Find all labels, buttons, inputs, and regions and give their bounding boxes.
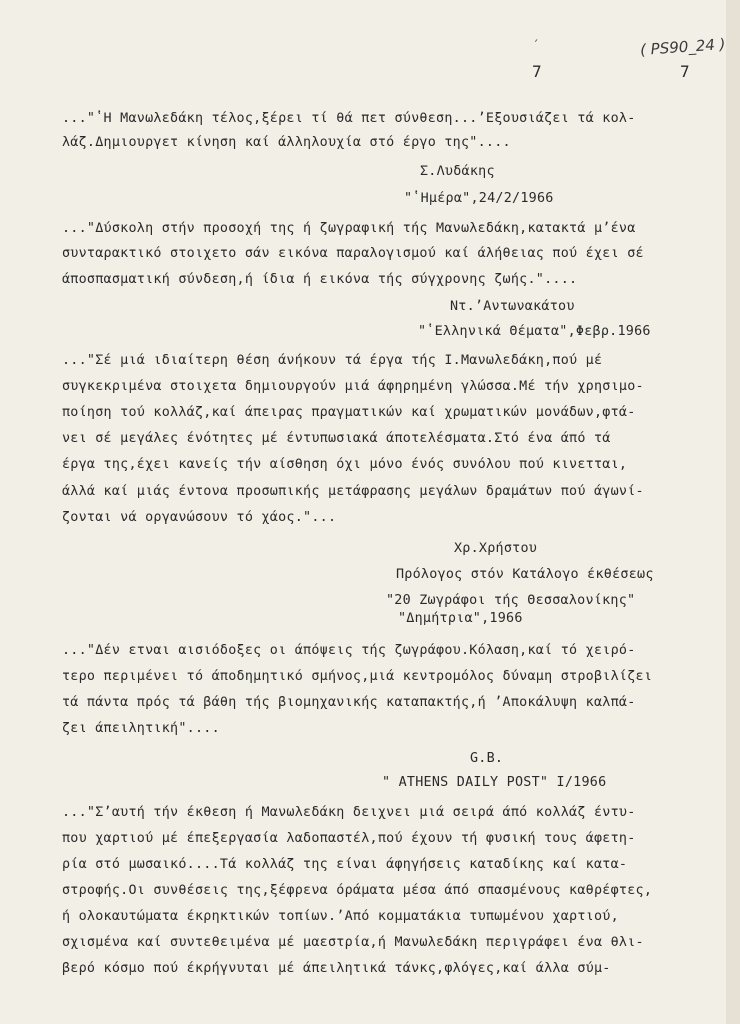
page-number-typed: 7	[532, 62, 542, 81]
text-line: ρία στό μωσαικό....Τά κολλάζ της είναι άφηγήσεις καταδίκης καί κατα-	[62, 857, 628, 872]
text-line: ζονται νά οργανώσουν τό χάος."...	[62, 510, 337, 525]
text-line: στροφής.Οι συνθέσεις της,ξέφρενα όράματα μέσα άπό σπασμένους καθρέφτες,	[62, 883, 653, 898]
text-line: τά πάντα πρός τά βάθη τής βιομηχανικής καταπακτής,ή ʼΑποκάλυψη καλπά-	[62, 695, 636, 710]
text-line: που χαρτιού μέ έπεξεργασία λαδοπαστέλ,πού έχουν τή φυσική τους άφετη-	[62, 831, 636, 846]
attribution-source: "ʽΕλληνικά Θέματα",Φεβρ.1966	[418, 324, 651, 339]
text-line: ποίηση τού κολλάζ,καί άπειρας πραγματικών καί χρωματικών μονάδων,φτά-	[62, 405, 636, 420]
attribution-source: "20 Ζωγράφοι τής Θεσσαλονίκης"	[386, 593, 636, 608]
text-line: άποσπασματική σύνδεση,ή ίδια ή εικόνα τής σύγχρονης ζωής."....	[62, 272, 578, 287]
text-line: τερο περιμένει τό άποδημητικό σμήνος,μιά κεντρομόλος δύναμη στροβιλίζει	[62, 669, 653, 684]
text-line: ζει άπειλητική"....	[62, 721, 220, 736]
text-line: νει σέ μεγάλες ένότητες μέ έντυπωσιακά άποτελέσματα.Στό ένα άπό τά	[62, 431, 611, 446]
text-line: ..."ʽΗ Μανωλεδάκη τέλος,ξέρει τί θά πετ σύνθεση...ʼΕξουσιάζει τά κολ-	[62, 111, 636, 126]
text-line: λάζ.Δημιουργετ κίνηση καί άλληλουχία στό έργο της"....	[62, 135, 511, 150]
page-edge	[726, 0, 740, 1024]
attribution-author: Χρ.Χρήστου	[454, 541, 538, 556]
attribution-source: "Δημήτρια",1966	[398, 611, 523, 626]
attribution-author: Σ.Λυδάκης	[420, 164, 495, 179]
attribution-source: " ATHENS DAILY POST" I/1966	[382, 775, 607, 790]
text-line: έργα της,έχει κανείς τήν αίσθηση όχι μόνο ένός συνόλου πού κινετται,	[62, 457, 628, 472]
text-line: συνταρακτικό στοιχετο σάν εικόνα παραλογισμού καί άλήθειας πού έχει σέ	[62, 246, 644, 261]
text-line: ..."Δύσκολη στήν προσοχή της ή ζωγραφική τής Μανωλεδάκη,κατακτά μʼένα	[62, 221, 636, 236]
attribution-author: G.B.	[470, 751, 504, 766]
archive-handwritten-note: ( PS90_24 )	[639, 35, 727, 59]
text-line: άλλά καί μιάς έντονα προσωπικής μετάφρασης μεγάλων δραμάτων πού άγωνί-	[62, 484, 644, 499]
text-line: ..."Σέ μιά ιδιαίτερη θέση άνήκουν τά έργα τής Ι.Μανωλεδάκη,πού μέ	[62, 353, 603, 368]
text-line: ..."Σʼαυτή τήν έκθεση ή Μανωλεδάκη δειχνει μιά σειρά άπό κολλάζ έντυ-	[62, 805, 636, 820]
attribution-source: Πρόλογος στόν Κατάλογο έκθέσεως	[396, 567, 654, 582]
text-line: σχισμένα καί συντεθειμένα μέ μαεστρία,ή Μανωλεδάκη περιγράφει ένα θλι-	[62, 935, 644, 950]
page-number-stamped: 7	[680, 62, 690, 81]
text-line: βερό κόσμο πού έκρήγνυται μέ άπειλητικά τάνκς,φλόγες,καί άλλα σύμ-	[62, 961, 611, 976]
attribution-source: "ʽΗμέρα",24/2/1966	[404, 191, 554, 206]
text-line: ..."Δέν ετναι αισιόδοξες οι άπόψεις τής ζωγράφου.Κόλαση,καί τό χειρό-	[62, 643, 636, 658]
pencil-mark: ′	[532, 38, 541, 54]
text-line: ή ολοκαυτώματα έκρηκτικών τοπίων.ʼΑπό κομματάκια τυπωμένου χαρτιού,	[62, 909, 619, 924]
attribution-author: Ντ.ʼΑντωνακάτου	[450, 299, 575, 314]
text-line: συγκεκριμένα στοιχετα δημιουργούν μιά άφηρημένη γλώσσα.Μέ τήν χρησιμο-	[62, 379, 644, 394]
